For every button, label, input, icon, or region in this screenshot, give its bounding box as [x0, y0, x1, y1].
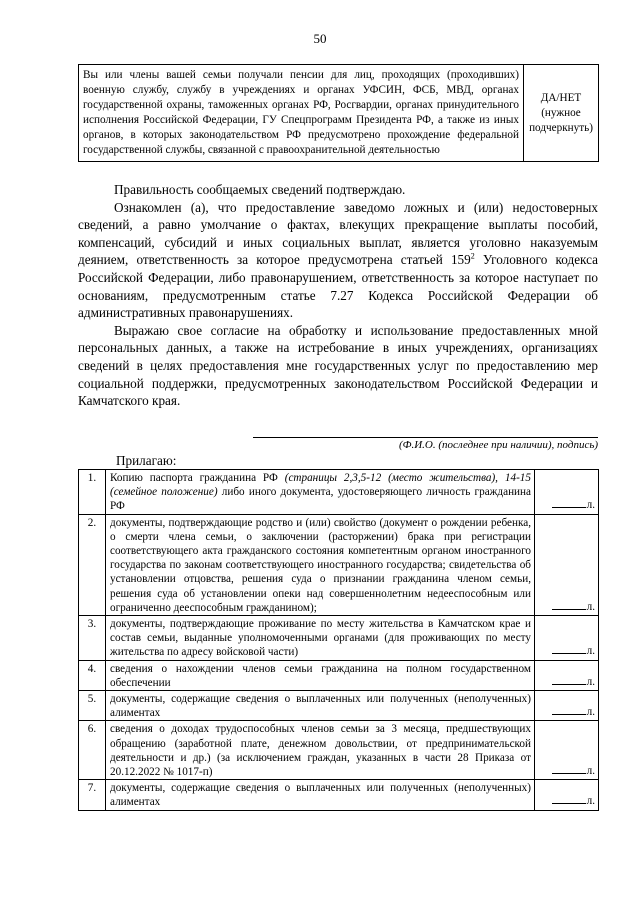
attachments-table: [78, 469, 599, 811]
row-number: 1.: [79, 470, 106, 515]
table-row: [79, 691, 599, 721]
pages-unit: л.: [586, 600, 595, 613]
pages-count-field[interactable]: [535, 514, 599, 615]
row-number: 5.: [79, 691, 106, 721]
table-row: [79, 514, 599, 615]
declaration-block: [78, 181, 598, 410]
pages-unit: л.: [586, 795, 595, 808]
page-number: 50: [313, 31, 327, 46]
confirmation-text: Правильность сообщаемых сведений подтверждаю.: [114, 182, 406, 197]
attachment-description: документы, содержащие сведения о выплаченных или полученных (неполученных) алиментах: [106, 780, 535, 810]
pages-unit: л.: [586, 675, 595, 688]
attachments-heading: Прилагаю:: [116, 453, 177, 468]
pension-question-table: [78, 64, 599, 162]
attachment-text: Копию паспорта гражданина РФ: [110, 472, 285, 484]
attachment-text-italic: (страницы 2,3,5-12 (место жительства), 14-15 (семейное положение): [110, 472, 531, 499]
consent-paragraph: Выражаю свое согласие на обработку и использование предоставленных мной персональных данных, а также на истребование в иных учреждениях, организациях сведений в целях предоставления мне государственных услуг по предоставлению мер социальной поддержки, предусмотренных законодательством Российской Федерации и Камчатского края.: [78, 322, 598, 409]
pages-blank[interactable]: [552, 507, 586, 508]
row-number: 6.: [79, 721, 106, 780]
pages-blank[interactable]: [552, 653, 586, 654]
pages-count-field[interactable]: [535, 616, 599, 661]
attachment-description: документы, содержащие сведения о выплаченных или полученных (неполученных) алиментах: [106, 691, 535, 721]
row-number: 7.: [79, 780, 106, 810]
row-number: 2.: [79, 514, 106, 615]
row-number: 4.: [79, 660, 106, 690]
row-number: 3.: [79, 616, 106, 661]
footnote-sup: 2: [470, 251, 475, 261]
pages-blank[interactable]: [552, 684, 586, 685]
pages-blank[interactable]: [552, 803, 586, 804]
warning-text-end: Уголовного кодекса Российской Федерации, либо правонарушением, ответственность за которое наступает по основаниям, предусмотренным статье 7.27 Кодекса Российской Федерации об административных правонарушениях.: [78, 252, 598, 321]
pages-blank[interactable]: [552, 714, 586, 715]
warning-text-start: Ознакомлен (а), что предоставление заведомо ложных и (или) недостоверных сведений, а равно умолчание о фактах, влекущих прекращение выплаты пособий, компенсаций, субсидий и иных социальных выплат, является уголовно наказуемым деянием, ответственность за которое предусмотрена статьей 159: [78, 199, 598, 268]
pages-unit: л.: [586, 706, 595, 719]
pages-count-field[interactable]: [535, 660, 599, 690]
yes-no-option[interactable]: ДА/НЕТ: [540, 91, 582, 104]
pension-question-text: Вы или члены вашей семьи получали пенсии для лиц, проходящих (проходивших) военную службу, службу в учреждениях и органах УФСИН, ФСБ, МВД, органах государственной охраны, таможенных органах РФ, Росгвардии, органах принудительного исполнения Российской Федерации, ГУ Спецпрограмм Президента РФ, а также из иных органов, в которых законодательством РФ предусмотрено прохождение федеральной государственной службы, связанной с правоохранительной деятельностью: [79, 65, 524, 162]
attachment-description: документы, подтверждающие родство и (или) свойство (документ о рождении ребенка, о смерти члена семьи, о заключении (расторжении) брака при регистрации соответствующего акта гражданского состояния компетентным органом иностранного государства по законам соответствующего иностранного государства; свидетельства об установлении отцовства, решения суда о признании гражданина членом семьи, решения суда об установлении опеки над совершеннолетним недееспособным или ограниченно дееспособным гражданином);: [106, 514, 535, 615]
pages-unit: л.: [586, 499, 595, 512]
pages-blank[interactable]: [552, 773, 586, 774]
table-row: [79, 721, 599, 780]
pages-count-field[interactable]: [535, 780, 599, 810]
attachment-text: либо иного документа, удостоверяющего личность гражданина РФ: [110, 486, 531, 513]
signature-caption: (Ф.И.О. (последнее при наличии), подпись): [398, 439, 598, 451]
pages-unit: л.: [586, 765, 595, 778]
table-row: [79, 616, 599, 661]
signature-line[interactable]: [253, 437, 598, 438]
pages-unit: л.: [586, 645, 595, 658]
table-row: [79, 780, 599, 810]
warning-paragraph: [78, 199, 598, 322]
pages-count-field[interactable]: [535, 691, 599, 721]
table-row: [79, 470, 599, 515]
pages-blank[interactable]: [552, 609, 586, 610]
attachment-description: сведения о доходах трудоспособных членов семьи за 3 месяца, предшествующих обращению (заработной плате, денежном довольствии, от предпринимательской деятельности и др.) (за исключением граждан, указанных в части 28 Приказа от 20.12.2022 № 1017-п): [106, 721, 535, 780]
pages-count-field[interactable]: [535, 721, 599, 780]
answer-note: (нужное подчеркнуть): [529, 106, 593, 134]
attachment-description: сведения о нахождении членов семьи гражданина на полном государственном обеспечении: [106, 660, 535, 690]
pension-answer-cell[interactable]: [524, 65, 599, 162]
pages-count-field[interactable]: [535, 470, 599, 515]
attachment-description: документы, подтверждающие проживание по месту жительства в Камчатском крае и состав семьи, выданные уполномоченными органами (для проживающих по месту жительства по адресу войсковой части): [106, 616, 535, 661]
attachment-description: [106, 470, 535, 515]
table-row: [79, 660, 599, 690]
